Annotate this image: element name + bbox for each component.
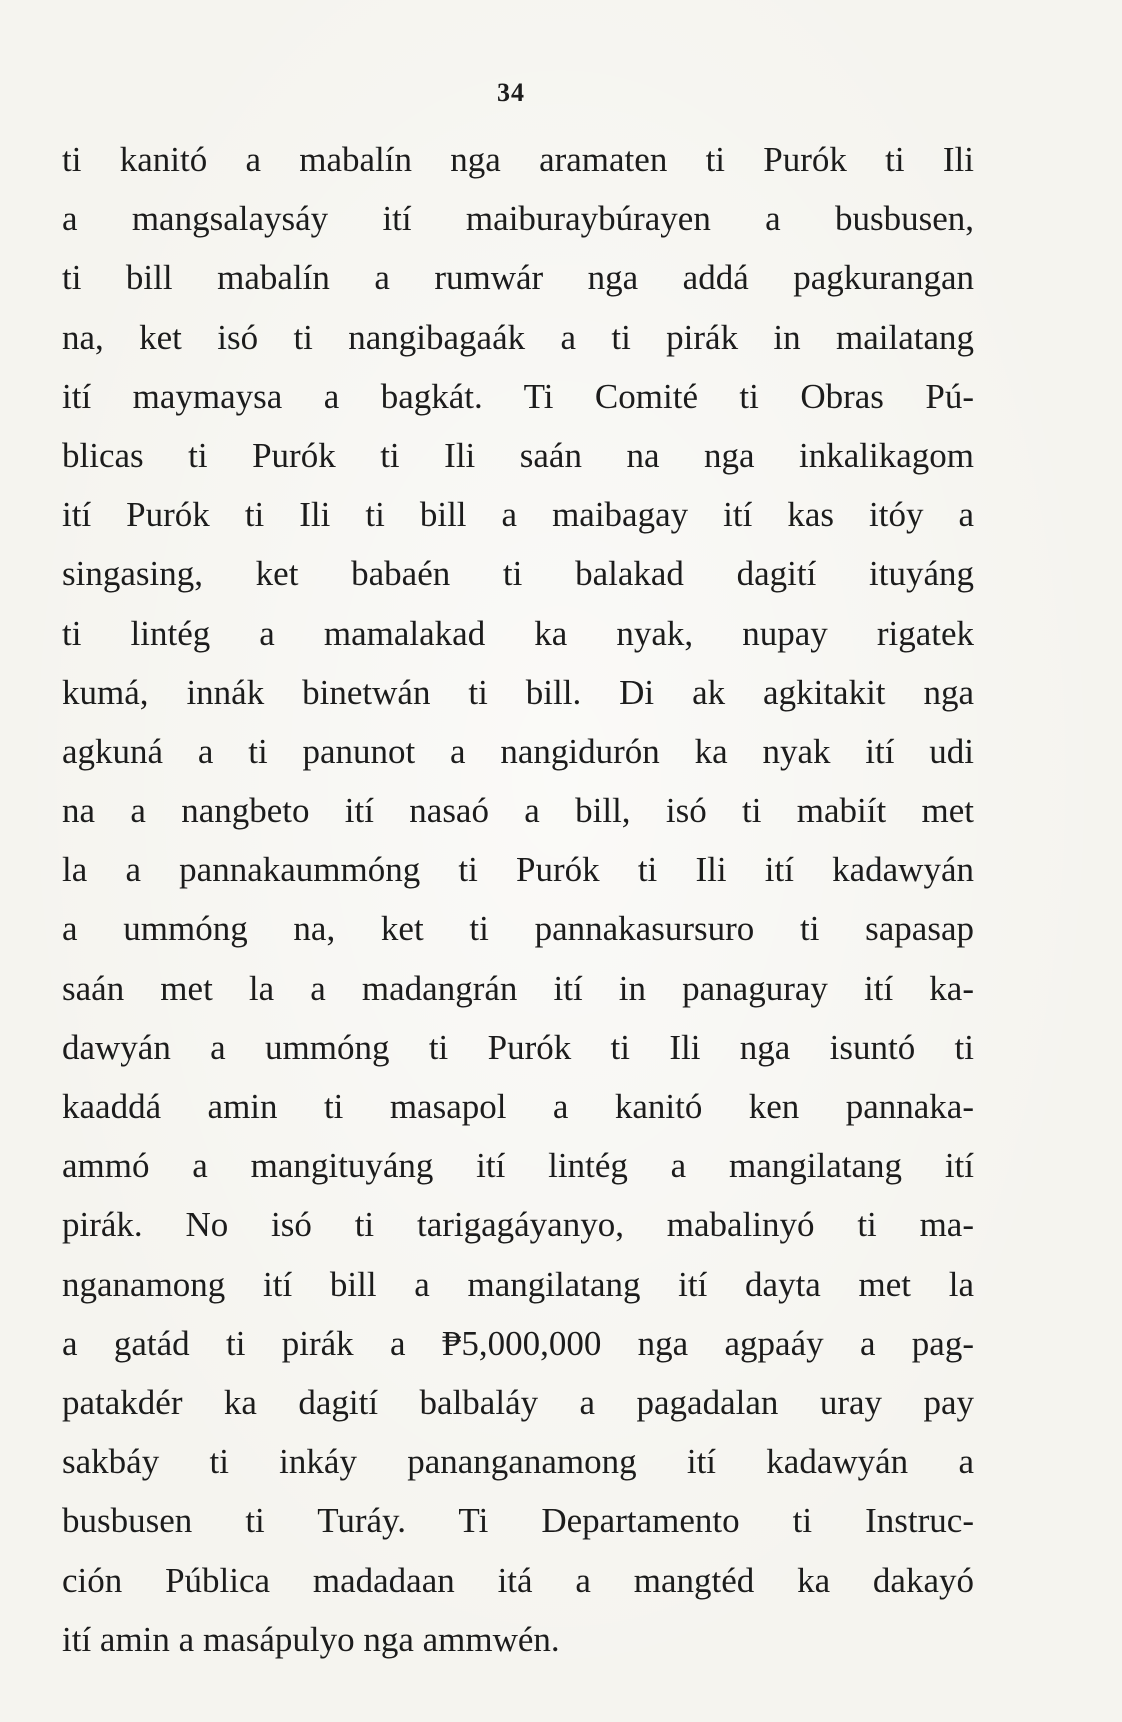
text-line: singasing, ket babaén ti balakad dagití ituyáng (62, 554, 974, 594)
text-line: kumá, innák binetwán ti bill. Di ak agkitakit nga (62, 672, 974, 712)
text-line: agkuná a ti panunot a nangidurón ka nyak ití udi (62, 731, 974, 771)
text-line: busbusen ti Turáy. Ti Departamento ti Instruc- (62, 1501, 974, 1541)
text-line: saán met la a madangrán ití in panaguray ití ka- (62, 968, 974, 1008)
text-line: a mangsalaysáy ití maiburaybúrayen a busbusen, (62, 199, 974, 239)
text-line: na, ket isó ti nangibagaák a ti pirák in mailatang (62, 317, 974, 357)
text-line: ción Pública madadaan itá a mangtéd ka dakayó (62, 1560, 974, 1600)
text-line: ti lintég a mamalakad ka nyak, nupay rigatek (62, 613, 974, 653)
page-number: 34 (497, 78, 525, 107)
text-line: kaaddá amin ti masapol a kanitó ken pannaka- (62, 1087, 974, 1126)
text-line: a gatád ti pirák a ₱5,000,000 nga agpaáy a pag- (62, 1323, 974, 1363)
text-line: a ummóng na, ket ti pannakasursuro ti sapasap (62, 909, 974, 949)
text-line: sakbáy ti inkáy pananganamong ití kadawyán a (62, 1442, 974, 1482)
text-line: pirák. No isó ti tarigagáyanyo, mabalinyó ti ma- (62, 1205, 974, 1245)
text-line: blicas ti Purók ti Ili saán na nga inkalikagom (62, 435, 974, 475)
body-text (62, 130, 974, 1669)
text-line: ití Purók ti Ili ti bill a maibagay ití kas itóy a (62, 495, 974, 535)
text-line: nganamong ití bill a mangilatang ití dayta met la (62, 1264, 974, 1304)
text-line: la a pannakaummóng ti Purók ti Ili ití kadawyán (62, 850, 974, 890)
text-line: ití maymaysa a bagkát. Ti Comité ti Obras Pú- (62, 376, 974, 416)
text-line-last: ití amin a masápulyo nga ammwén. (62, 1619, 560, 1659)
text-line: ammó a mangituyáng ití lintég a mangilatang ití (62, 1146, 974, 1186)
text-line: patakdér ka dagití balbaláy a pagadalan uray pay (62, 1382, 974, 1422)
text-line: ti bill mabalín a rumwár nga addá pagkurangan (62, 258, 974, 298)
text-line: ti kanitó a mabalín nga aramaten ti Purók ti Ili (62, 140, 974, 179)
text-line: dawyán a ummóng ti Purók ti Ili nga isuntó ti (62, 1027, 974, 1067)
text-line: na a nangbeto ití nasaó a bill, isó ti mabiít met (62, 791, 974, 831)
